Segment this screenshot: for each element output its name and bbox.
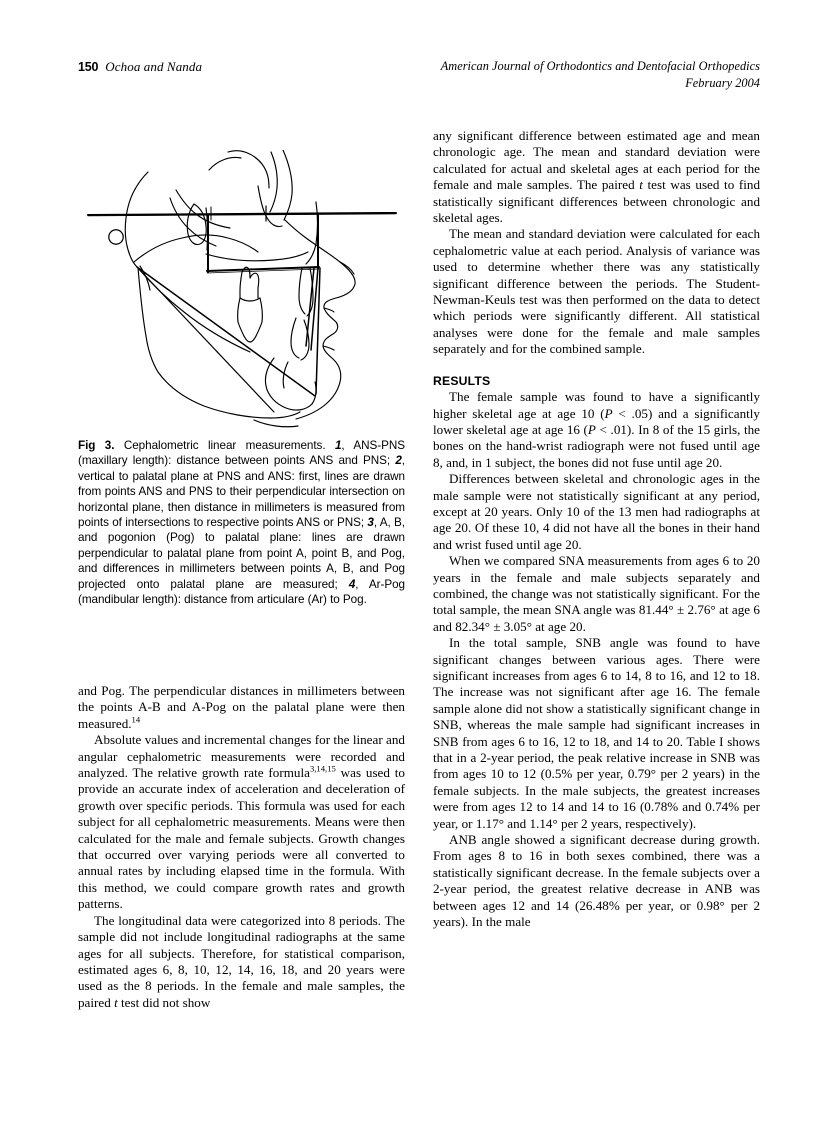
- left-para-2-text-a: Absolute values and incremental changes for the linear and angular cephalometric measurements were recorded and analyzed. The relative growth rate formula: [78, 732, 405, 781]
- caption-number-1: 1: [334, 439, 342, 452]
- p-value-italic-2: P: [587, 421, 596, 437]
- running-head: [78, 58, 760, 98]
- figure-caption-block: [78, 432, 405, 607]
- caption-text-1: Cephalometric linear measurements.: [114, 439, 335, 452]
- left-para-3-text-b: test did not show: [117, 994, 211, 1010]
- running-head-authors: Ochoa and Nanda: [105, 59, 203, 74]
- issue-date: February 2004: [685, 76, 760, 90]
- left-paragraph-2: [78, 732, 405, 912]
- right-para-3-text-b: < .05) and a significantly lower skeletal age at age 16 (: [433, 405, 760, 437]
- figure-label: Fig 3.: [78, 439, 115, 452]
- results-heading: RESULTS: [433, 373, 491, 388]
- left-paragraph-3: [78, 913, 405, 1011]
- caption-number-3: 3: [367, 516, 374, 530]
- right-para-1-text-b: test was used to find statistically significant differences between chronologic and skeletal ages.: [433, 177, 760, 226]
- right-paragraph-3: [433, 389, 760, 471]
- t-test-italic-right: t: [639, 177, 643, 193]
- caption-text-5: , Ar-Pog (mandibular length): distance from articulare (Ar) to Pog.: [78, 577, 406, 607]
- right-paragraph-2: The mean and standard deviation were calculated for each cephalometric value at each period. Analysis of variance was used to determine whether there was any statistically significant difference between the periods. The Student-Newman-Keuls test was then performed on the data to detect which periods were significantly different. All statistical analyses were done for the female and male samples separately and for the combined sample.: [433, 226, 760, 357]
- left-para-2-text-b: was used to provide an accurate index of acceleration and deceleration of growth over specific periods. This formula was used for each subject for all cephalometric measurements. Means were then calculated for the male and female subjects. Growth changes that occurred over varying periods were all converted to annual rates by including elapsed time in the formula. With this method, we could compare growth rates and growth patterns.: [78, 765, 405, 912]
- caption-text-3: , vertical to palatal plane at PNS and ANS: first, lines are drawn from points ANS and PNS to their perpendicular intersection on horizontal plane, then distance in millimeters is measured from points of intersections to respective points ANS or PNS;: [78, 454, 405, 530]
- figure-3: [78, 150, 405, 430]
- caption-text-2: , ANS-PNS (maxillary length): distance between points ANS and PNS;: [78, 439, 405, 468]
- right-para-1-text-a: any significant difference between estimated age and mean chronologic age. The mean and standard deviation were calculated for actual and skeletal ages at each period for the female and male samples. The paired: [433, 128, 760, 193]
- right-column: [433, 128, 760, 931]
- reference-3-14-15: 3,14,15: [309, 763, 336, 774]
- running-head-left: [78, 58, 202, 76]
- right-paragraph-5: When we compared SNA measurements from ages 6 to 20 years in the female and male subjects separately and combined, the change was not statistically significant. For the total sample, the mean SNA angle was 81.44° ± 2.76° at age 6 and 82.34° ± 3.05° at age 20.: [433, 553, 760, 634]
- caption-text-4: , A, B, and pogonion (Pog) to palatal plane: lines are drawn perpendicular to palatal plane from point A, point B, and Pog, and differences in millimeters between points A, B, and Pog projected onto palatal plane are measured;: [78, 516, 405, 591]
- left-para-3-text-a: The longitudinal data were categorized into 8 periods. The sample did not include longitudinal radiographs at the same ages for all subjects. Therefore, for statistical comparison, estimated ages 6, 8, 10, 12, 14, 16, 18, and 20 years were used as the 8 periods. In the female and male samples, the paired: [78, 912, 405, 1010]
- page-number: 150: [78, 60, 99, 74]
- left-para-1-text: and Pog. The perpendicular distances in millimeters between the points A-B and A-Pog on the palatal plane were then measured.: [78, 683, 405, 731]
- reference-14: 14: [131, 714, 141, 725]
- right-para-3-text-c: < .01). In 8 of the 15 girls, the bones on the hand-wrist radiograph were not fused until age 8, and, in 1 subject, the bones did not fuse until age 20.: [433, 421, 761, 470]
- right-paragraph-4: Differences between skeletal and chronologic ages in the male sample were not statistically significant at any period, except at 20 years. Only 10 of the 13 men had radiographs at age 20. Of these 10, 4 did not have all the bones in their hand and wrist fused until age 20.: [433, 471, 760, 552]
- right-paragraph-6: In the total sample, SNB angle was found to have significant changes between various ages. There were significant increases from ages 6 to 14, 8 to 16, and 12 to 18. The increase was not significant after age 16. The female sample alone did not show a statistically significant change in SNB, whereas the male sample had significant increases in SNB from ages 6 to 16, 12 to 18, and 14 to 20. Table I shows that in a 2-year period, the peak relative increase in SNB was from ages 10 to 12 (0.5% per year, 0.79° per 2 years) in the female subjects. In the male subjects, the greatest increases were from ages 12 to 14 and 14 to 16 (0.78% and 0.74% per year, or 1.17° and 1.14° per 2 years, respectively).: [433, 635, 760, 831]
- cephalometric-tracing-image: [78, 150, 405, 430]
- figure-caption: [78, 432, 405, 607]
- p-value-italic-1: P: [604, 405, 613, 421]
- right-paragraph-1: [433, 128, 760, 226]
- caption-number-2: 2: [395, 454, 402, 468]
- right-paragraph-7: ANB angle showed a significant decrease during growth. From ages 8 to 16 in both sexes combined, there was a statistically significant decrease. In the female subjects over a 2-year period, the greatest relative decrease in ANB was between ages 12 and 14 (26.48% per year, or 0.98° per 2 years). In the male: [433, 832, 760, 930]
- journal-title: American Journal of Orthodontics and Dentofacial Orthopedics: [440, 59, 760, 73]
- caption-number-4: 4: [348, 577, 356, 591]
- right-para-3-text-a: The female sample was found to have a significantly higher skeletal age at age 10 (: [433, 389, 760, 421]
- t-test-italic-left: t: [114, 994, 118, 1010]
- running-head-right: [441, 58, 760, 92]
- left-paragraph-1: [78, 683, 405, 732]
- left-column: [78, 683, 405, 1011]
